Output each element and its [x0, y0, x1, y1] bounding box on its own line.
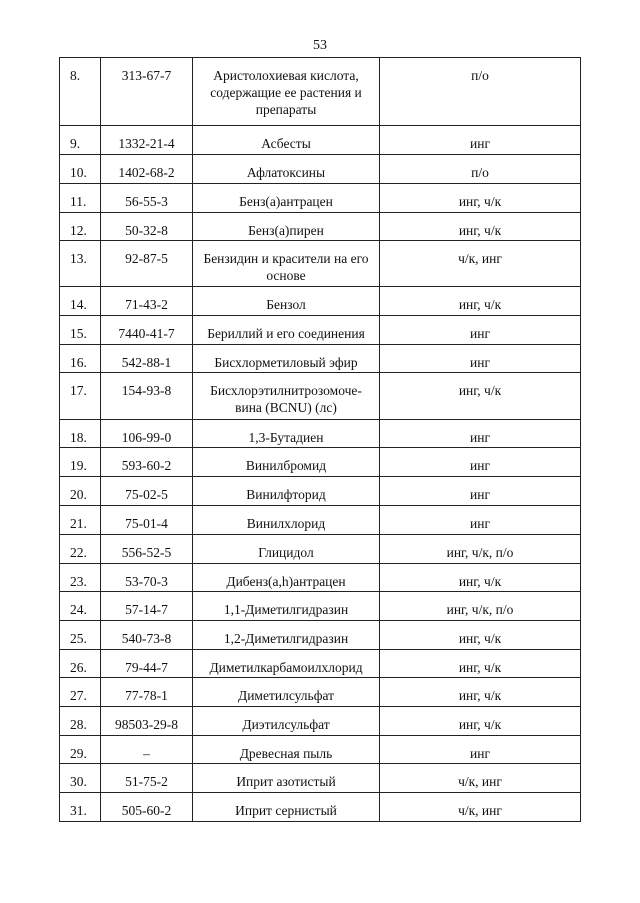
row-number: 31.: [60, 793, 101, 822]
table-row: [60, 564, 581, 592]
cas-number: 154-93-8: [101, 373, 193, 420]
substance-name: Иприт азотистый: [193, 764, 380, 793]
table-row: [60, 287, 581, 316]
substance-name: Бисхлорметиловый эфир: [193, 345, 380, 373]
cas-number: 57-14-7: [101, 592, 193, 621]
row-number: 27.: [60, 678, 101, 707]
exposure-route: инг: [380, 420, 581, 448]
substance-name: Винилбромид: [193, 448, 380, 477]
cas-number: 505-60-2: [101, 793, 193, 822]
substance-name: Асбесты: [193, 126, 380, 155]
exposure-route: инг, ч/к, п/о: [380, 535, 581, 564]
exposure-route: инг, ч/к: [380, 287, 581, 316]
exposure-route: инг: [380, 506, 581, 535]
cas-number: –: [101, 736, 193, 764]
table-row: [60, 535, 581, 564]
exposure-route: инг, ч/к: [380, 564, 581, 592]
table-row: [60, 707, 581, 736]
table-row: [60, 448, 581, 477]
row-number: 22.: [60, 535, 101, 564]
cas-number: 92-87-5: [101, 241, 193, 287]
cas-number: 7440-41-7: [101, 316, 193, 345]
table-row: [60, 241, 581, 287]
exposure-route: инг: [380, 448, 581, 477]
exposure-route: инг: [380, 477, 581, 506]
table-row: [60, 650, 581, 678]
page-number: 53: [313, 38, 327, 53]
substance-name: Бензол: [193, 287, 380, 316]
substance-name: Бенз(а)пирен: [193, 213, 380, 241]
exposure-route: инг: [380, 736, 581, 764]
row-number: 12.: [60, 213, 101, 241]
exposure-route: п/о: [380, 58, 581, 126]
table-row: [60, 213, 581, 241]
table-row: [60, 58, 581, 126]
substance-name: 1,1-Диметилгидразин: [193, 592, 380, 621]
substance-name: Бензидин и красители на его основе: [193, 241, 380, 287]
cas-number: 593-60-2: [101, 448, 193, 477]
exposure-route: инг, ч/к: [380, 373, 581, 420]
substance-name: Глицидол: [193, 535, 380, 564]
exposure-route: инг, ч/к, п/о: [380, 592, 581, 621]
exposure-route: инг, ч/к: [380, 678, 581, 707]
substance-name: Диметилкарбамоилхлорид: [193, 650, 380, 678]
exposure-route: инг, ч/к: [380, 213, 581, 241]
substance-name: Дибенз(а,h)антрацен: [193, 564, 380, 592]
cas-number: 79-44-7: [101, 650, 193, 678]
exposure-route: инг: [380, 316, 581, 345]
exposure-route: ч/к, инг: [380, 793, 581, 822]
row-number: 18.: [60, 420, 101, 448]
cas-number: 71-43-2: [101, 287, 193, 316]
row-number: 25.: [60, 621, 101, 650]
cas-number: 51-75-2: [101, 764, 193, 793]
row-number: 10.: [60, 155, 101, 184]
row-number: 19.: [60, 448, 101, 477]
substance-name: 1,2-Диметилгидразин: [193, 621, 380, 650]
row-number: 11.: [60, 184, 101, 213]
cas-number: 75-02-5: [101, 477, 193, 506]
exposure-route: инг: [380, 345, 581, 373]
exposure-route: инг, ч/к: [380, 621, 581, 650]
cas-number: 556-52-5: [101, 535, 193, 564]
substance-name: Винилхлорид: [193, 506, 380, 535]
cas-number: 1402-68-2: [101, 155, 193, 184]
row-number: 24.: [60, 592, 101, 621]
exposure-route: инг, ч/к: [380, 707, 581, 736]
table-row: [60, 155, 581, 184]
table-row: [60, 345, 581, 373]
cas-number: 540-73-8: [101, 621, 193, 650]
substance-name: Аристолохиевая кислота, содержащие ее растения и препараты: [193, 58, 380, 126]
row-number: 14.: [60, 287, 101, 316]
substance-name: Диэтилсульфат: [193, 707, 380, 736]
exposure-route: инг, ч/к: [380, 184, 581, 213]
table-row: [60, 506, 581, 535]
cas-number: 98503-29-8: [101, 707, 193, 736]
row-number: 28.: [60, 707, 101, 736]
row-number: 21.: [60, 506, 101, 535]
row-number: 17.: [60, 373, 101, 420]
row-number: 15.: [60, 316, 101, 345]
table-row: [60, 316, 581, 345]
substance-name: Афлатоксины: [193, 155, 380, 184]
substance-name: Бисхлорэтилнитрозомоче-вина (BCNU) (лс): [193, 373, 380, 420]
substance-name: Винилфторид: [193, 477, 380, 506]
exposure-route: ч/к, инг: [380, 764, 581, 793]
table-row: [60, 477, 581, 506]
table-row: [60, 678, 581, 707]
row-number: 20.: [60, 477, 101, 506]
table-row: [60, 373, 581, 420]
cas-number: 106-99-0: [101, 420, 193, 448]
row-number: 29.: [60, 736, 101, 764]
exposure-route: ч/к, инг: [380, 241, 581, 287]
table-row: [60, 621, 581, 650]
row-number: 23.: [60, 564, 101, 592]
table-row: [60, 793, 581, 822]
substance-name: 1,3-Бутадиен: [193, 420, 380, 448]
cas-number: 542-88-1: [101, 345, 193, 373]
row-number: 16.: [60, 345, 101, 373]
table-row: [60, 184, 581, 213]
row-number: 9.: [60, 126, 101, 155]
table-row: [60, 736, 581, 764]
cas-number: 313-67-7: [101, 58, 193, 126]
table-row: [60, 592, 581, 621]
exposure-route: инг, ч/к: [380, 650, 581, 678]
row-number: 30.: [60, 764, 101, 793]
row-number: 26.: [60, 650, 101, 678]
substance-name: Иприт сернистый: [193, 793, 380, 822]
row-number: 13.: [60, 241, 101, 287]
row-number: 8.: [60, 58, 101, 126]
cas-number: 53-70-3: [101, 564, 193, 592]
exposure-route: инг: [380, 126, 581, 155]
cas-number: 75-01-4: [101, 506, 193, 535]
cas-number: 56-55-3: [101, 184, 193, 213]
substance-name: Бериллий и его соединения: [193, 316, 380, 345]
table-row: [60, 764, 581, 793]
carcinogen-table: [59, 57, 581, 822]
cas-number: 1332-21-4: [101, 126, 193, 155]
cas-number: 50-32-8: [101, 213, 193, 241]
substance-name: Древесная пыль: [193, 736, 380, 764]
table-row: [60, 420, 581, 448]
table-row: [60, 126, 581, 155]
cas-number: 77-78-1: [101, 678, 193, 707]
substance-name: Бенз(а)антрацен: [193, 184, 380, 213]
exposure-route: п/о: [380, 155, 581, 184]
substance-name: Диметилсульфат: [193, 678, 380, 707]
